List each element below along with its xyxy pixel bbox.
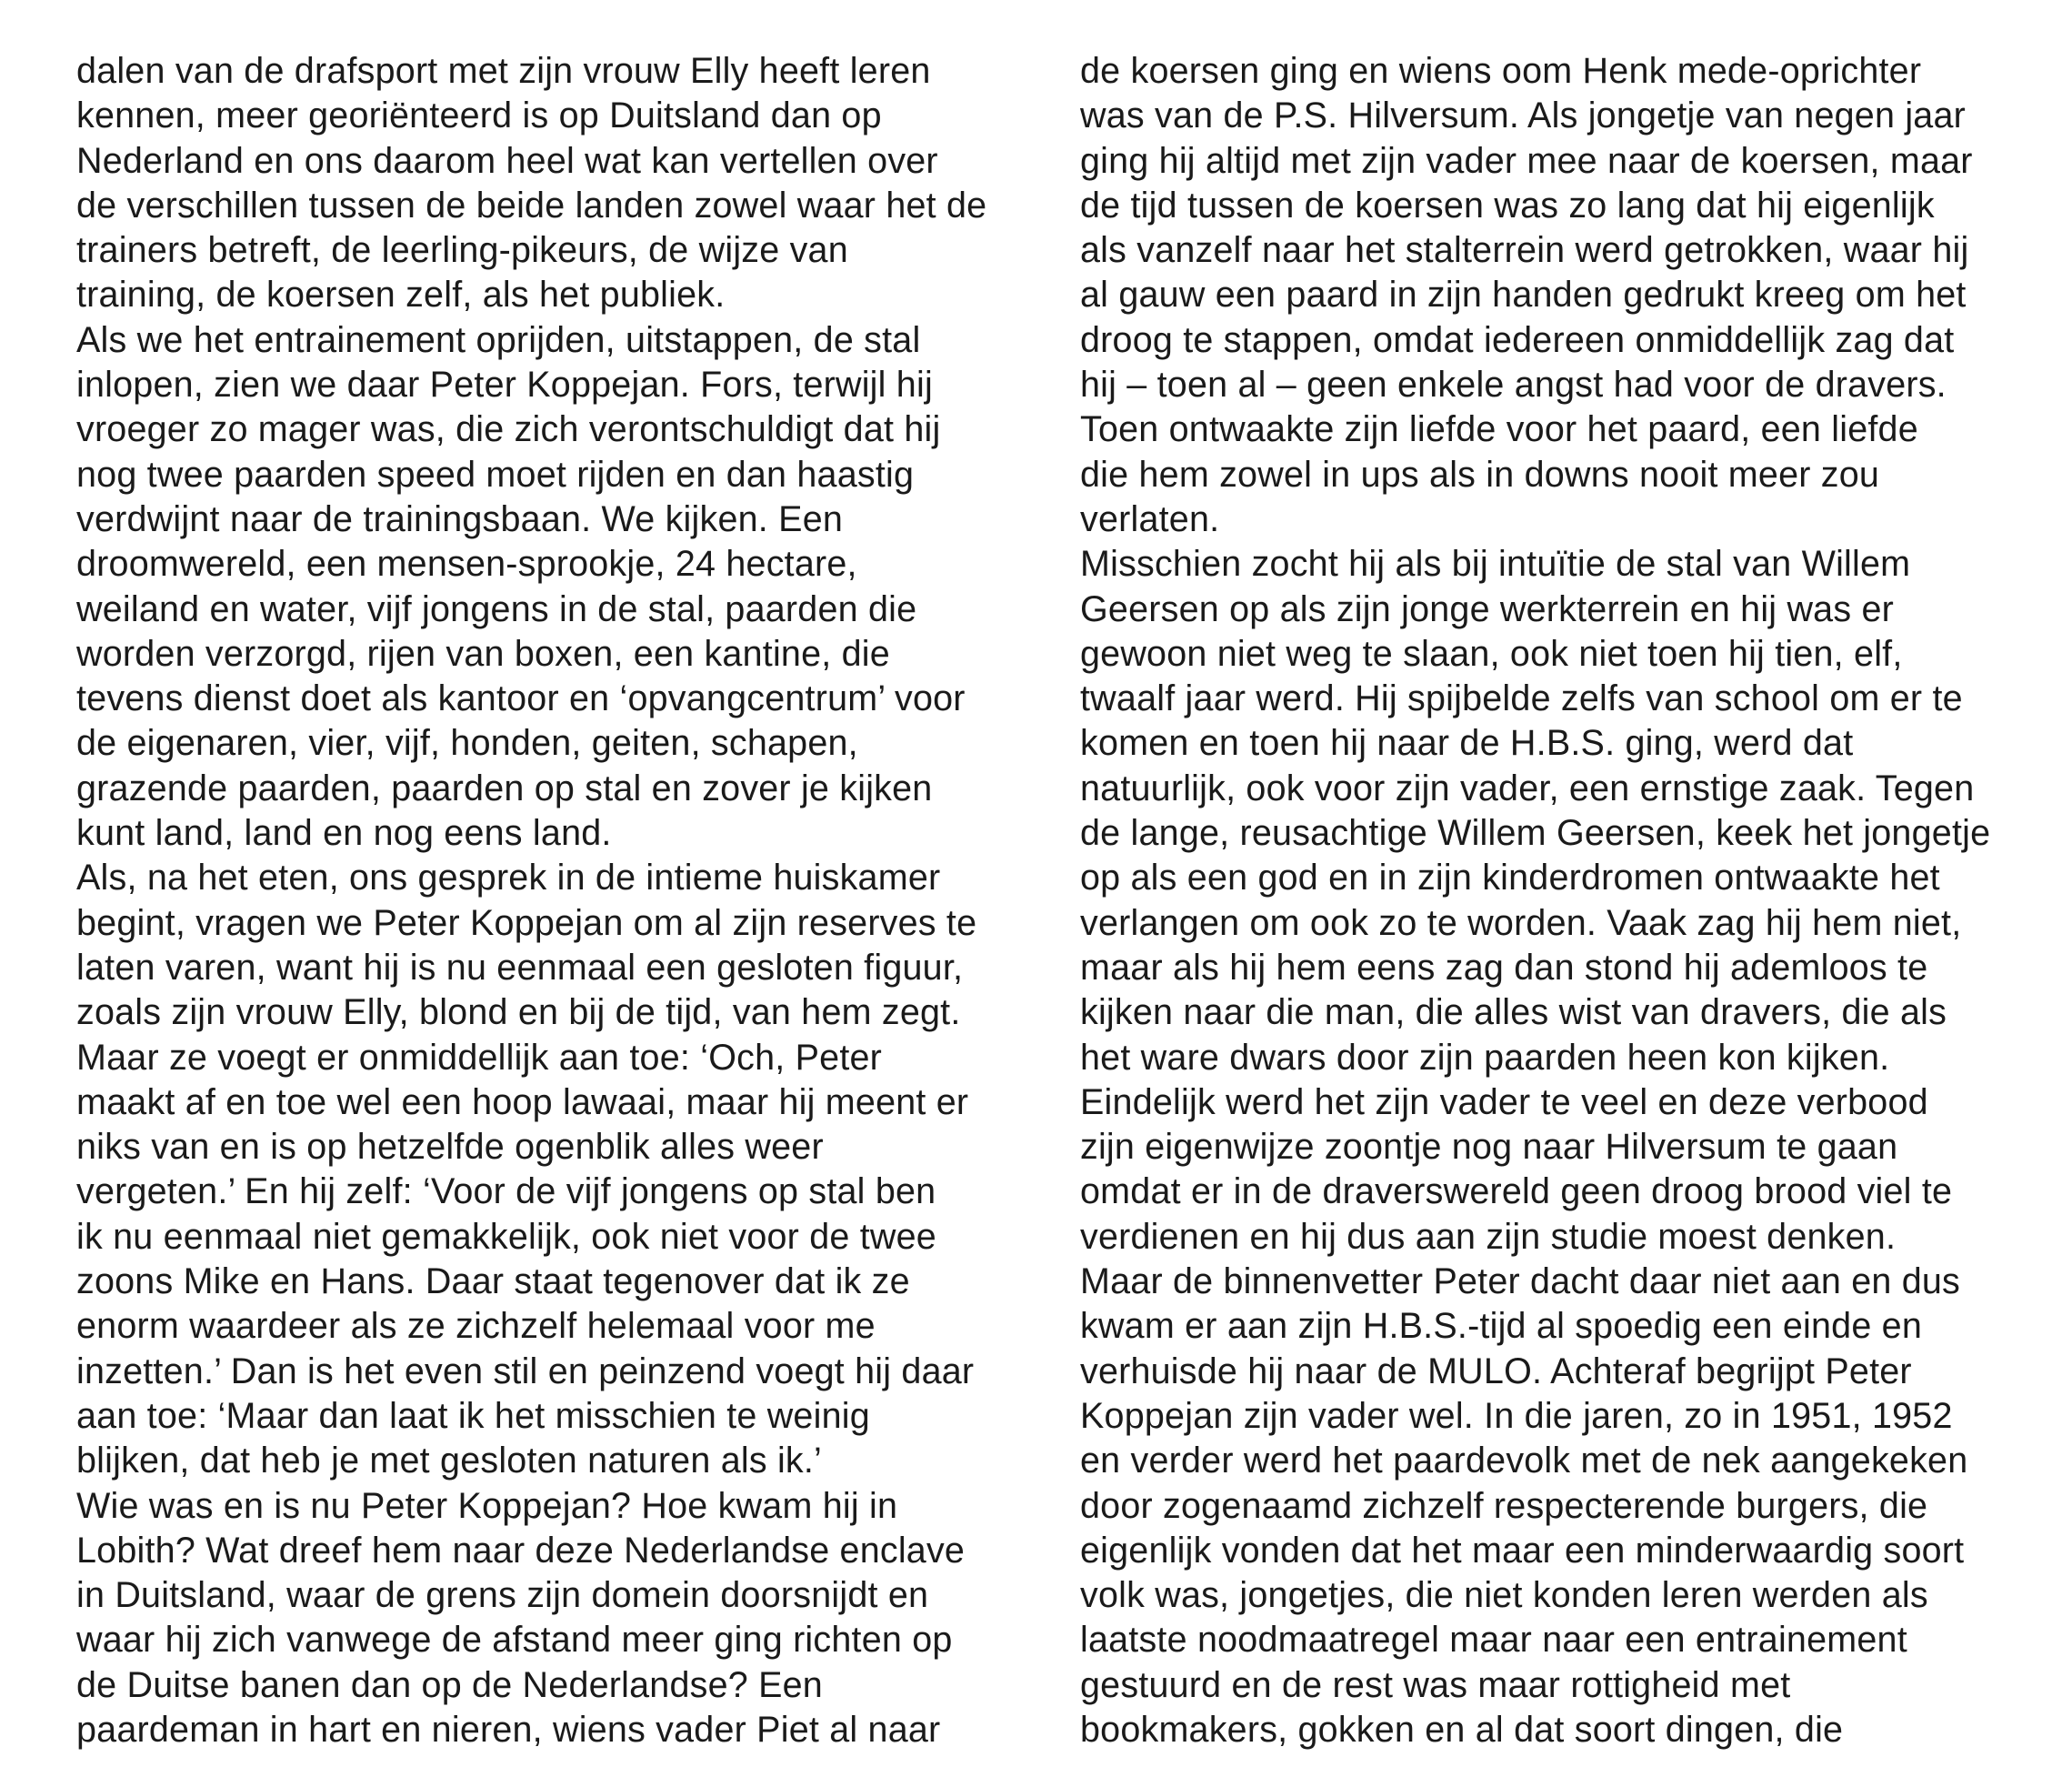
text-line: de eigenaren, vier, vijf, honden, geiten, schapen, <box>76 723 858 764</box>
text-line: de lange, reusachtige Willem Geersen, keek het jongetje <box>1080 813 1991 854</box>
text-line: kunt land, land en nog eens land. <box>76 813 612 854</box>
text-line: het ware dwars door zijn paarden heen kon kijken. <box>1080 1037 1890 1078</box>
left-text-column <box>76 49 1086 1752</box>
text-line: zijn eigenwijze zoontje nog naar Hilversum te gaan <box>1080 1127 1898 1168</box>
text-line: twaalf jaar werd. Hij spijbelde zelfs van school om er te <box>1080 678 1963 719</box>
text-line: kijken naar die man, die alles wist van dravers, die als <box>1080 992 1947 1033</box>
text-line: droomwereld, een mensen-sprookje, 24 hectare, <box>76 544 857 585</box>
text-line: grazende paarden, paarden op stal en zover je kijken <box>76 768 933 808</box>
text-line: die hem zowel in ups als in downs nooit meer zou <box>1080 454 1880 495</box>
text-line: zoals zijn vrouw Elly, blond en bij de tijd, van hem zegt. <box>76 992 961 1033</box>
text-line: verdwijnt naar de trainingsbaan. We kijken. Een <box>76 498 844 539</box>
right-text-column <box>1080 49 2072 1752</box>
text-line: maar als hij hem eens zag dan stond hij ademloos te <box>1080 947 1928 988</box>
text-line: de tijd tussen de koersen was zo lang dat hij eigenlijk <box>1080 185 1935 226</box>
text-line: natuurlijk, ook voor zijn vader, een ernstige zaak. Tegen <box>1080 768 1975 808</box>
text-line: komen en toen hij naar de H.B.S. ging, werd dat <box>1080 723 1854 764</box>
text-line: inzetten.’ Dan is het even stil en peinzend voegt hij daar <box>76 1350 975 1391</box>
text-line: aan toe: ‘Maar dan laat ik het misschien te weinig <box>76 1395 870 1436</box>
text-line: de Duitse banen dan op de Nederlandse? Een <box>76 1664 823 1705</box>
text-line: dalen van de drafsport met zijn vrouw Elly heeft leren <box>76 51 931 91</box>
text-line: inlopen, zien we daar Peter Koppejan. Fors, terwijl hij <box>76 365 933 406</box>
text-line: verlaten. <box>1080 498 1220 539</box>
text-line: trainers betreft, de leerling-pikeurs, de wijze van <box>76 230 848 271</box>
text-line: Als, na het eten, ons gesprek in de intieme huiskamer <box>76 858 941 899</box>
text-line: gewoon niet weg te slaan, ook niet toen hij tien, elf, <box>1080 633 1903 674</box>
text-line: Maar de binnenvetter Peter dacht daar niet aan en dus <box>1080 1261 1961 1302</box>
text-line: paardeman in hart en nieren, wiens vader Piet al naar <box>76 1709 941 1750</box>
text-line: Maar ze voegt er onmiddellijk aan toe: ‘Och, Peter <box>76 1037 883 1078</box>
text-line: Nederland en ons daarom heel wat kan vertellen over <box>76 140 938 181</box>
text-line: zoons Mike en Hans. Daar staat tegenover dat ik ze <box>76 1261 910 1302</box>
text-line: op als een god en in zijn kinderdromen ontwaakte het <box>1080 858 1940 899</box>
text-line: de verschillen tussen de beide landen zowel waar het de <box>76 185 987 226</box>
text-line: Als we het entrainement oprijden, uitstappen, de stal <box>76 319 921 360</box>
text-line: maakt af en toe wel een hoop lawaai, maar hij meent er <box>76 1081 969 1122</box>
text-line: verdienen en hij dus aan zijn studie moest denken. <box>1080 1216 1897 1257</box>
text-line: vergeten.’ En hij zelf: ‘Voor de vijf jongens op stal ben <box>76 1171 936 1212</box>
text-line: vroeger zo mager was, die zich verontschuldigt dat hij <box>76 409 941 450</box>
text-line: omdat er in de draverswereld geen droog brood viel te <box>1080 1171 1953 1212</box>
text-line: verhuisde hij naar de MULO. Achteraf begrijpt Peter <box>1080 1350 1912 1391</box>
text-line: Koppejan zijn vader wel. In die jaren, zo in 1951, 1952 <box>1080 1395 1953 1436</box>
text-line: bookmakers, gokken en al dat soort dingen, die <box>1080 1709 1844 1750</box>
text-line: droog te stappen, omdat iedereen onmiddellijk zag dat <box>1080 319 1955 360</box>
text-line: waar hij zich vanwege de afstand meer ging richten op <box>76 1620 953 1661</box>
text-line: kwam er aan zijn H.B.S.-tijd al spoedig een einde en <box>1080 1306 1922 1347</box>
text-line: enorm waardeer als ze zichzelf helemaal voor me <box>76 1306 876 1347</box>
text-line: Misschien zocht hij als bij intuïtie de stal van Willem <box>1080 544 1911 585</box>
text-line: de koersen ging en wiens oom Henk mede-oprichter <box>1080 51 1922 91</box>
text-line: Wie was en is nu Peter Koppejan? Hoe kwam hij in <box>76 1485 898 1526</box>
text-line: verlangen om ook zo te worden. Vaak zag hij hem niet, <box>1080 902 1962 943</box>
text-line: was van de P.S. Hilversum. Als jongetje van negen jaar <box>1080 95 1966 136</box>
text-line: tevens dienst doet als kantoor en ‘opvangcentrum’ voor <box>76 678 966 719</box>
text-line: worden verzorgd, rijen van boxen, een kantine, die <box>76 633 890 674</box>
text-line: niks van en is op hetzelfde ogenblik alles weer <box>76 1127 824 1168</box>
text-line: Geersen op als zijn jonge werkterrein en hij was er <box>1080 588 1894 629</box>
text-line: eigenlijk vonden dat het maar een minderwaardig soort <box>1080 1530 1965 1571</box>
text-line: volk was, jongetjes, die niet konden leren werden als <box>1080 1575 1928 1616</box>
text-line: in Duitsland, waar de grens zijn domein doorsnijdt en <box>76 1575 929 1616</box>
text-line: als vanzelf naar het stalterrein werd getrokken, waar hij <box>1080 230 1969 271</box>
text-line: ik nu eenmaal niet gemakkelijk, ook niet voor de twee <box>76 1216 936 1257</box>
text-line: Lobith? Wat dreef hem naar deze Nederlandse enclave <box>76 1530 966 1571</box>
text-line: begint, vragen we Peter Koppejan om al zijn reserves te <box>76 902 977 943</box>
text-line: gestuurd en de rest was maar rottigheid met <box>1080 1664 1791 1705</box>
text-line: ging hij altijd met zijn vader mee naar de koersen, maar <box>1080 140 1973 181</box>
text-line: Eindelijk werd het zijn vader te veel en deze verbood <box>1080 1081 1928 1122</box>
text-line: training, de koersen zelf, als het publiek. <box>76 275 726 316</box>
text-line: Toen ontwaakte zijn liefde voor het paard, een liefde <box>1080 409 1918 450</box>
text-line: blijken, dat heb je met gesloten naturen als ik.’ <box>76 1441 823 1481</box>
text-line: laten varen, want hij is nu eenmaal een gesloten figuur, <box>76 947 964 988</box>
text-line: door zogenaamd zichzelf respecterende burgers, die <box>1080 1485 1928 1526</box>
text-line: en verder werd het paardevolk met de nek aangekeken <box>1080 1441 1968 1481</box>
text-line: nog twee paarden speed moet rijden en dan haastig <box>76 454 915 495</box>
text-line: al gauw een paard in zijn handen gedrukt kreeg om het <box>1080 275 1967 316</box>
text-line: laatste noodmaatregel maar naar een entrainement <box>1080 1620 1907 1661</box>
text-line: kennen, meer georiënteerd is op Duitsland dan op <box>76 95 882 136</box>
text-line: weiland en water, vijf jongens in de stal, paarden die <box>76 588 917 629</box>
text-line: hij – toen al – geen enkele angst had voor de dravers. <box>1080 365 1947 406</box>
